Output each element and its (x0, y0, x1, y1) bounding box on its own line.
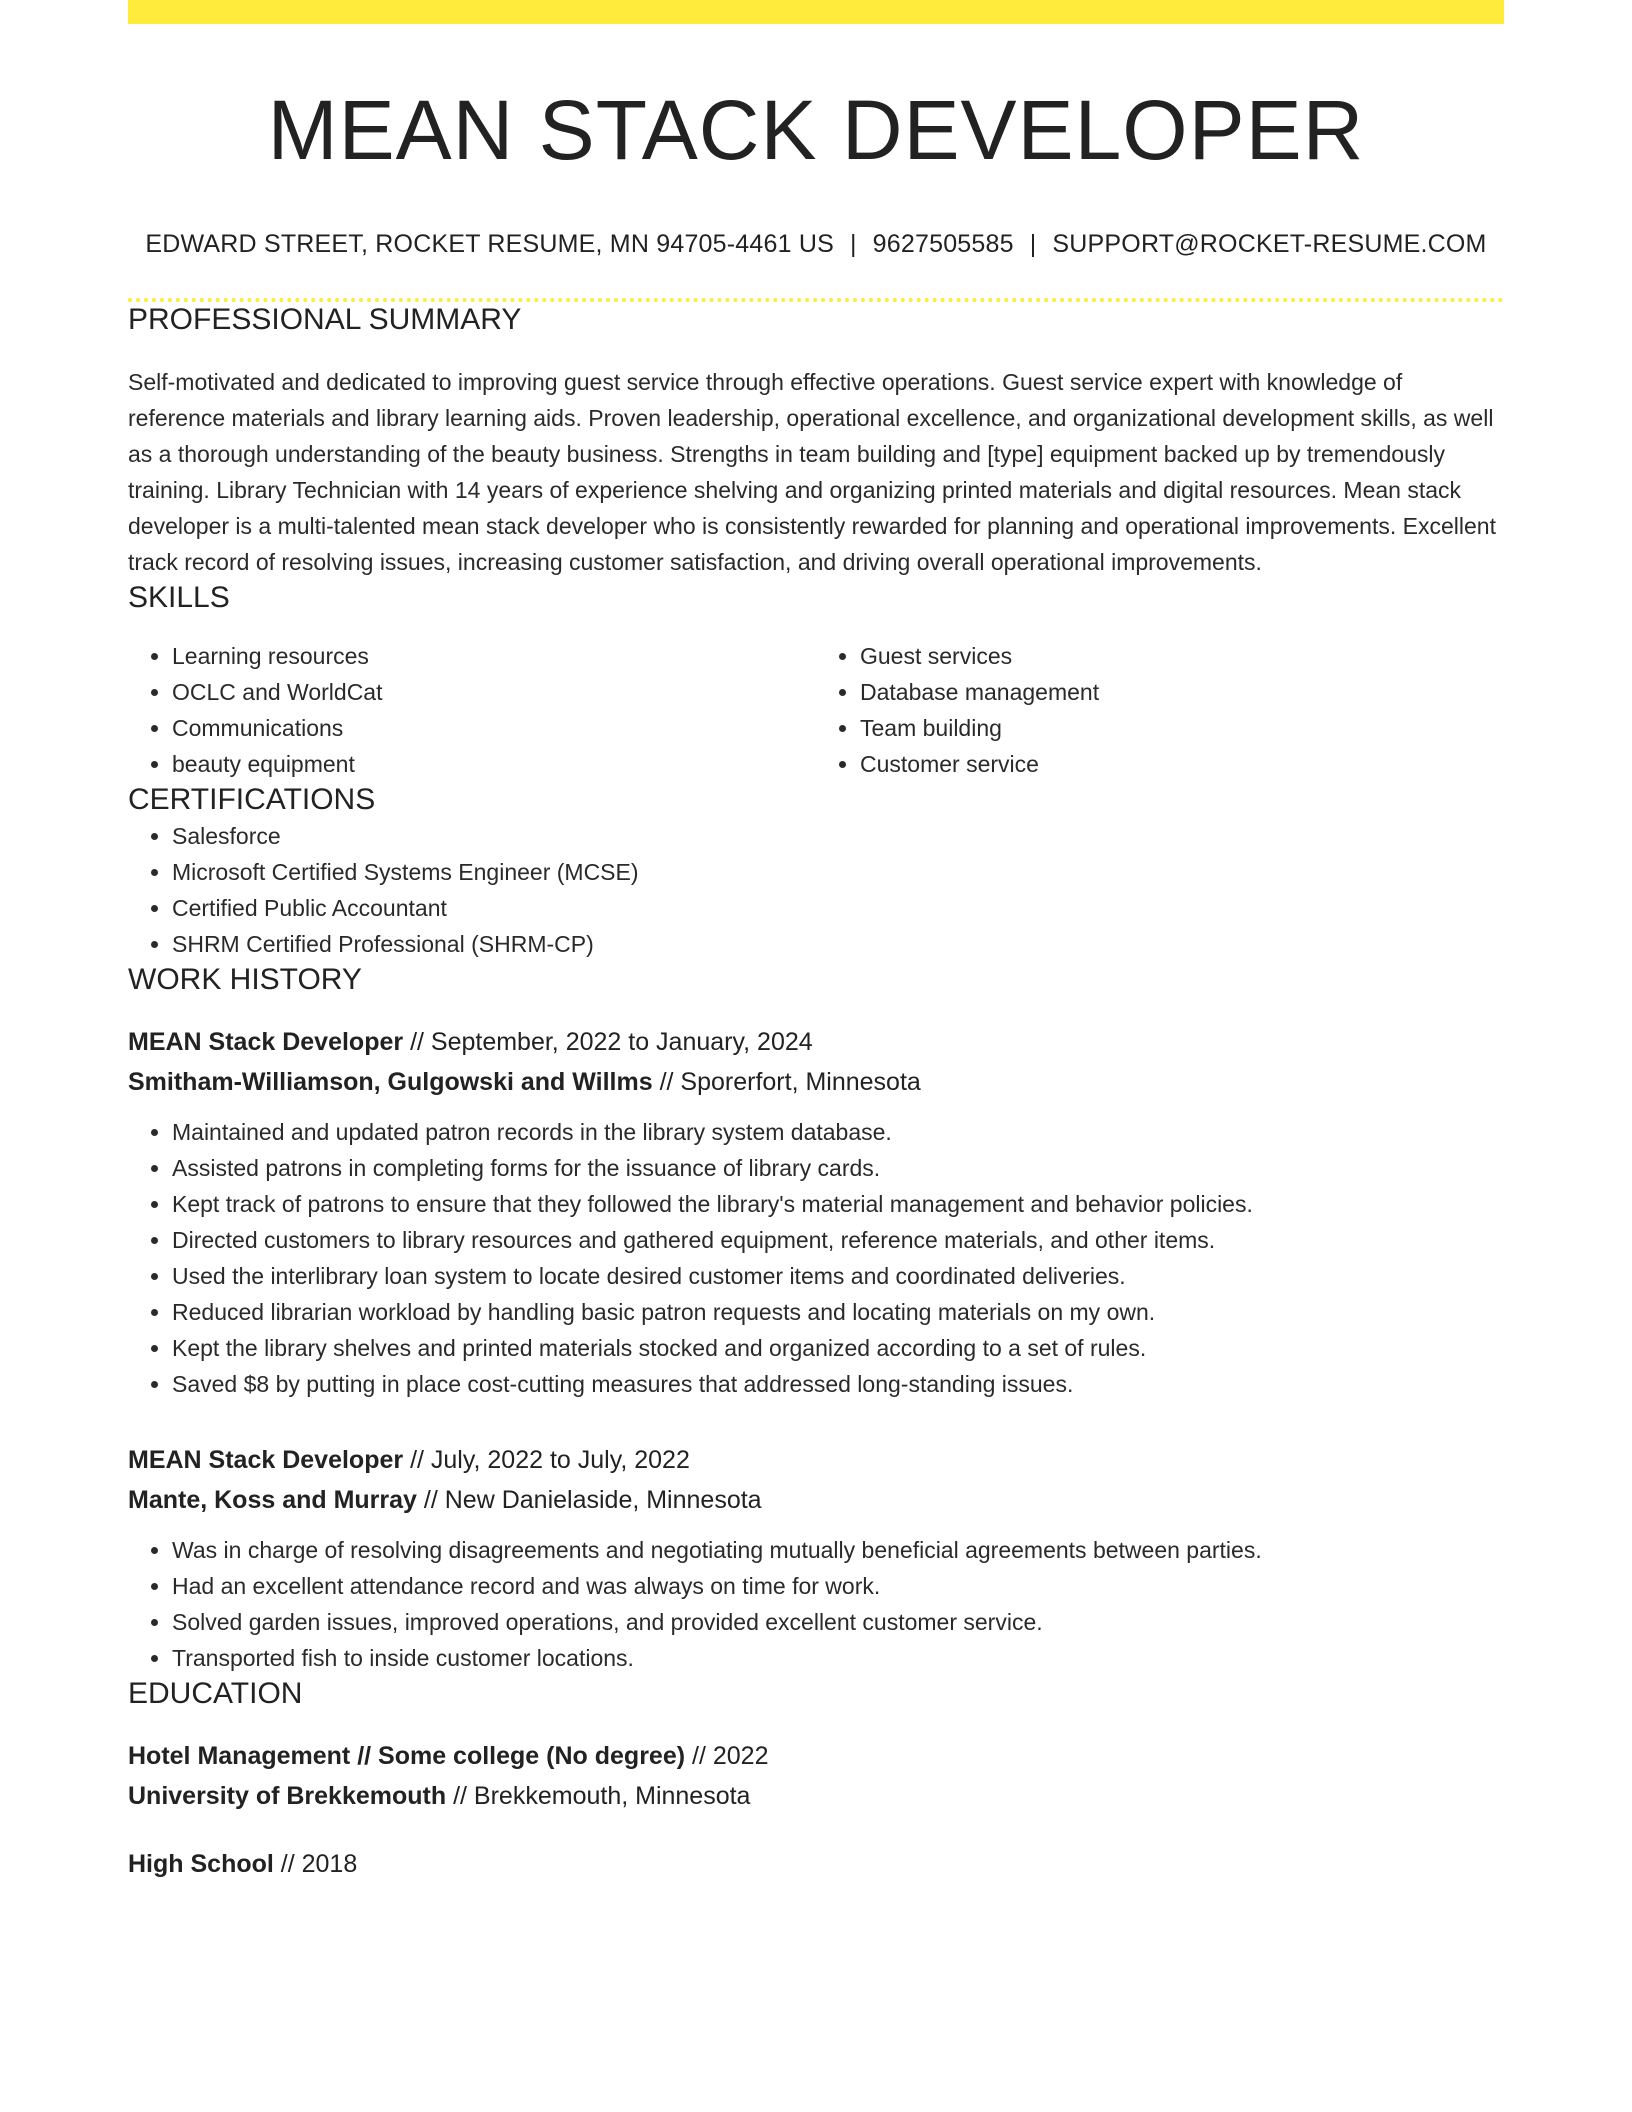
contact-separator: | (849, 230, 857, 258)
job-title-line (128, 1022, 1504, 1062)
job-bullet: • Used the interlibrary loan system to locate desired customer items and coordinated deliveries. (172, 1258, 1504, 1294)
certifications-heading: CERTIFICATIONS (128, 783, 376, 816)
skill-item: • Communications (172, 710, 816, 746)
contact-address: EDWARD STREET, ROCKET RESUME, MN 94705-4461 US (145, 230, 834, 258)
job-location: // Sporerfort, Minnesota (659, 1068, 921, 1096)
education-entry (128, 1844, 1504, 1884)
education-location: // Brekkemouth, Minnesota (453, 1782, 751, 1810)
job-bullet: • Solved garden issues, improved operations, and provided excellent customer service. (172, 1604, 1504, 1640)
job-bullet: • Kept track of patrons to ensure that they followed the library's material management and behavior policies. (172, 1186, 1504, 1222)
skill-item: • Team building (860, 710, 1504, 746)
education-degree-line (128, 1844, 1504, 1884)
job-title: MEAN Stack Developer (128, 1446, 404, 1474)
certification-item: • Salesforce (172, 818, 1504, 854)
job-bullet: • Assisted patrons in completing forms for the issuance of library cards. (172, 1150, 1504, 1186)
job-bullet: • Was in charge of resolving disagreements and negotiating mutually beneficial agreements between parties. (172, 1532, 1504, 1568)
education-school-line (128, 1776, 1504, 1816)
job-company: Smitham-Williamson, Gulgowski and Willms (128, 1068, 653, 1096)
job-bullets (128, 1532, 1504, 1676)
job-bullet: • Had an excellent attendance record and was always on time for work. (172, 1568, 1504, 1604)
education-degree: Hotel Management // Some college (No degree) (128, 1742, 686, 1770)
skills-heading: SKILLS (128, 581, 230, 614)
skills-right-list (816, 638, 1504, 782)
education-year: // 2018 (280, 1850, 358, 1878)
job-title: MEAN Stack Developer (128, 1028, 404, 1056)
job-bullet: • Kept the library shelves and printed materials stocked and organized according to a set of rules. (172, 1330, 1504, 1366)
skill-item: • Learning resources (172, 638, 816, 674)
education-school: University of Brekkemouth (128, 1782, 447, 1810)
summary-text: Self-motivated and dedicated to improving guest service through effective operations. Guest service expert with knowledge of reference materials and library learning aids. Proven leadership, operational excellence, and organizational development skills, as well as a thorough understanding of the beauty business. Strengths in team building and [type] equipment backed up by tremendously training. Library Technician with 14 years of experience shelving and organizing printed materials and digital resources. Mean stack developer is a multi-talented mean stack developer who is consistently rewarded for planning and operational improvements. Excellent track record of resolving issues, increasing customer satisfaction, and driving overall operational improvements. (128, 369, 1496, 575)
skill-item: • beauty equipment (172, 746, 816, 782)
certifications-list (128, 818, 1504, 962)
job-bullet: • Saved $8 by putting in place cost-cutting measures that addressed long-standing issues. (172, 1366, 1504, 1402)
skills-columns (128, 638, 1504, 782)
job-location: // New Danielaside, Minnesota (423, 1486, 762, 1514)
job-bullet: • Reduced librarian workload by handling basic patron requests and locating materials on my own. (172, 1294, 1504, 1330)
job-entry (128, 1022, 1504, 1402)
job-company: Mante, Koss and Murray (128, 1486, 417, 1514)
job-bullet: • Directed customers to library resources and gathered equipment, reference materials, and other items. (172, 1222, 1504, 1258)
summary-heading: PROFESSIONAL SUMMARY (128, 303, 522, 336)
skill-item: • Database management (860, 674, 1504, 710)
work-history-heading: WORK HISTORY (128, 963, 362, 996)
job-title-line (128, 1440, 1504, 1480)
education-heading: EDUCATION (128, 1677, 303, 1710)
job-dates: // September, 2022 to January, 2024 (410, 1028, 813, 1056)
job-company-line (128, 1480, 1504, 1520)
certification-item: • Certified Public Accountant (172, 890, 1504, 926)
skills-left-list (128, 638, 816, 782)
contact-separator: | (1029, 230, 1037, 258)
education-entry (128, 1736, 1504, 1816)
skill-item: • Customer service (860, 746, 1504, 782)
skill-item: • OCLC and WorldCat (172, 674, 816, 710)
job-dates: // July, 2022 to July, 2022 (410, 1446, 690, 1474)
education-degree: High School (128, 1850, 274, 1878)
job-bullet: • Transported fish to inside customer locations. (172, 1640, 1504, 1676)
education-degree-line (128, 1736, 1504, 1776)
skill-item: • Guest services (860, 638, 1504, 674)
job-entry (128, 1440, 1504, 1676)
contact-line (128, 230, 1504, 259)
candidate-name: MEAN STACK DEVELOPER (267, 83, 1365, 177)
job-company-line (128, 1062, 1504, 1102)
contact-phone: 9627505585 (872, 230, 1014, 258)
resume-content (128, 0, 1504, 1884)
education-year: // 2022 (692, 1742, 769, 1770)
job-bullet: • Maintained and updated patron records in the library system database. (172, 1114, 1504, 1150)
certification-item: • SHRM Certified Professional (SHRM-CP) (172, 926, 1504, 962)
job-bullets (128, 1114, 1504, 1402)
contact-email: SUPPORT@ROCKET-RESUME.COM (1052, 230, 1487, 258)
certification-item: • Microsoft Certified Systems Engineer (MCSE) (172, 854, 1504, 890)
